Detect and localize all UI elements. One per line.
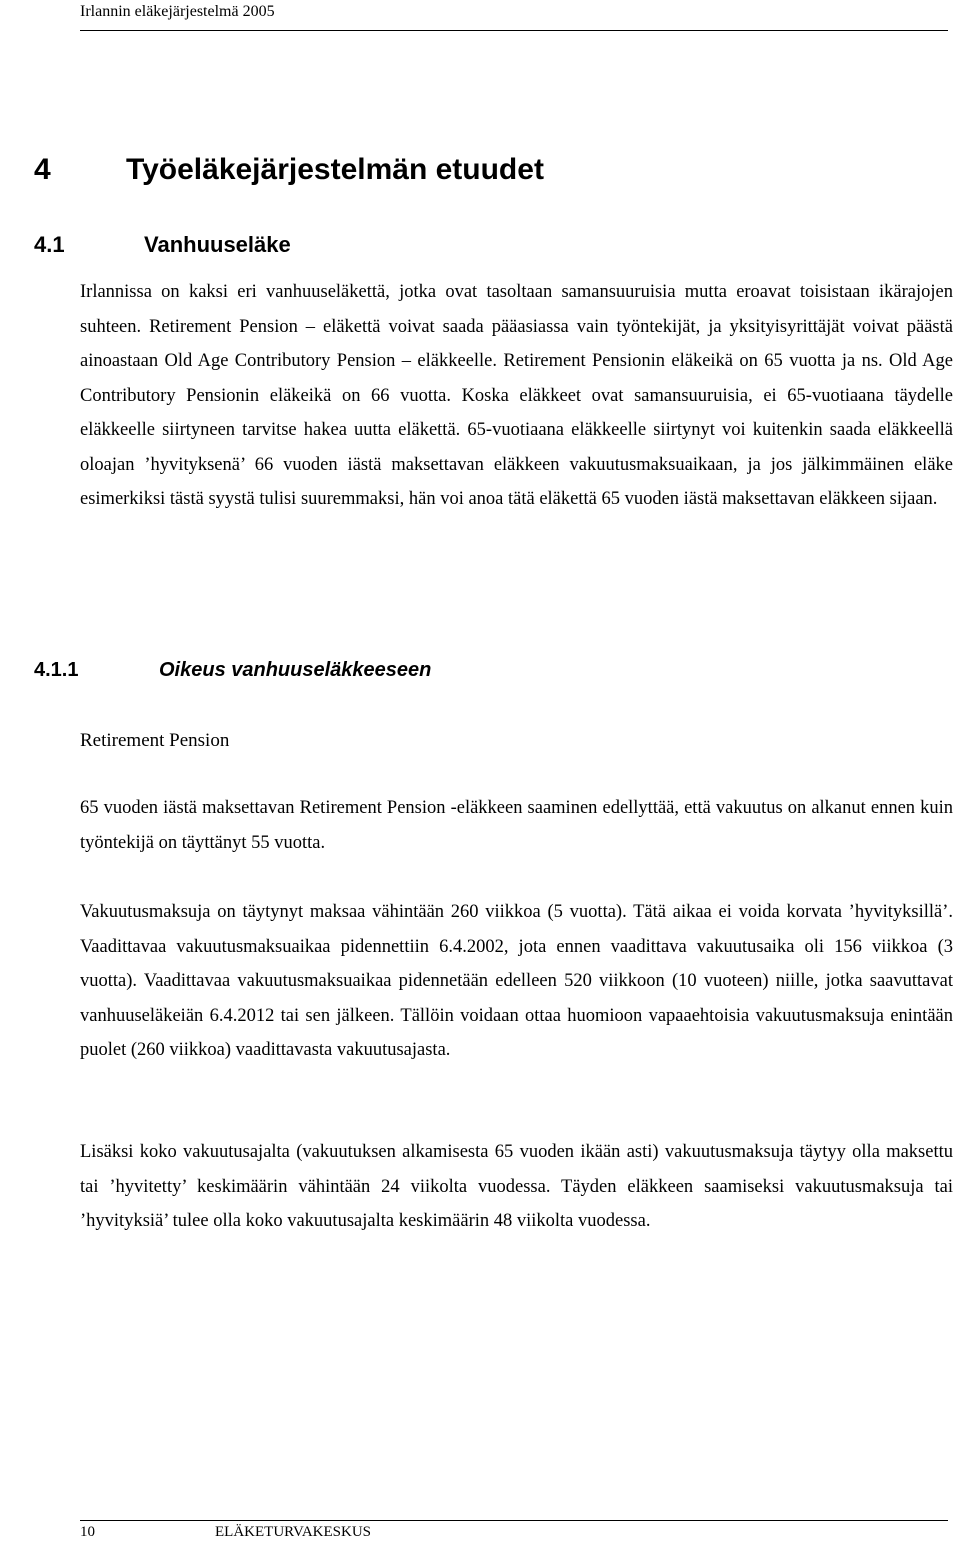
subsection-number: 4.1.1 [34,659,79,681]
running-header [80,0,948,31]
chapter-number: 4 [34,153,51,186]
chapter-title: Työeläkejärjestelmän etuudet [126,153,544,186]
page-footer [80,1520,948,1540]
page-number: 10 [80,1524,95,1540]
body-paragraph: 65 vuoden iästä maksettavan Retirement Pension -eläkkeen saaminen edellyttää, että vakuutus on alkanut ennen kuin työntekijä on täyttänyt 55 vuotta. [80,798,953,853]
running-header-title: Irlannin eläkejärjestelmä 2005 [80,3,275,20]
retirement-pension-subheading: Retirement Pension [80,730,230,751]
section-title: Vanhuuseläke [144,232,291,257]
intro-paragraph: Irlannissa on kaksi eri vanhuuseläkettä, jotka ovat tasoltaan samansuuruisia mutta eroavat toisistaan ikärajojen suhteen. Retirement Pension – eläkettä voivat saada pääasiassa vain työntekijät, ja yksityisyrittäjät voivat päästä ainoastaan Old Age Contributory Pension – eläkkeelle. Retirement Pensionin eläkeikä on 65 vuotta ja ns. Old Age Contributory Pensionin eläkeikä on 66 vuotta. Koska eläkkeet ovat samansuuruisia, ei 65-vuotiaana täydelle eläkkeelle siirtyneen tarvitse hakea uutta eläkettä. 65-vuotiaana eläkkeelle siirtynyt voi kuitenkin saada eläkkeellä oloajan ’hyvityksenä’ 66 vuoden iästä maksettavan eläkkeen vakuutusmaksuaikaan, ja jos jälkimmäinen eläke esimerkiksi tästä syystä tulisi suuremmaksi, hän voi anoa tätä eläkettä 65 vuoden iästä maksettavan eläkkeen sijaan. [80,282,953,509]
publisher-name: ELÄKETURVAKESKUS [215,1524,372,1540]
body-paragraph: Lisäksi koko vakuutusajalta (vakuutuksen alkamisesta 65 vuoden ikään asti) vakuutusmaksuja täytyy olla maksettu tai ’hyvitetty’ keskimäärin vähintään 24 viikolta vuodessa. Täyden eläkkeen saamiseksi vakuutusmaksuja tai ’hyvityksiä’ tulee olla koko vakuutusajalta keskimäärin 48 viikolta vuodessa. [80,1142,953,1231]
body-paragraph: Vakuutusmaksuja on täytynyt maksaa vähintään 260 viikkoa (5 vuotta). Tätä aikaa ei voida korvata ’hyvityksillä’. Vaadittavaa vakuutusmaksuaikaa pidennettiin 6.4.2002, jota ennen vaadittava vakuutusaika oli 156 viikkoa (3 vuotta). Vaadittavaa vakuutusmaksuaikaa pidennetään edelleen 520 viikkoon (10 vuoteen) niille, jotka saavuttavat vanhuuseläkeiän 6.4.2012 tai sen jälkeen. Tällöin voidaan ottaa huomioon vapaaehtoisia vakuutusmaksuja enintään puolet (260 viikkoa) vaadittavasta vakuutusajasta. [80,902,953,1060]
section-number: 4.1 [34,232,65,257]
subsection-title: Oikeus vanhuuseläkkeeseen [159,659,432,681]
